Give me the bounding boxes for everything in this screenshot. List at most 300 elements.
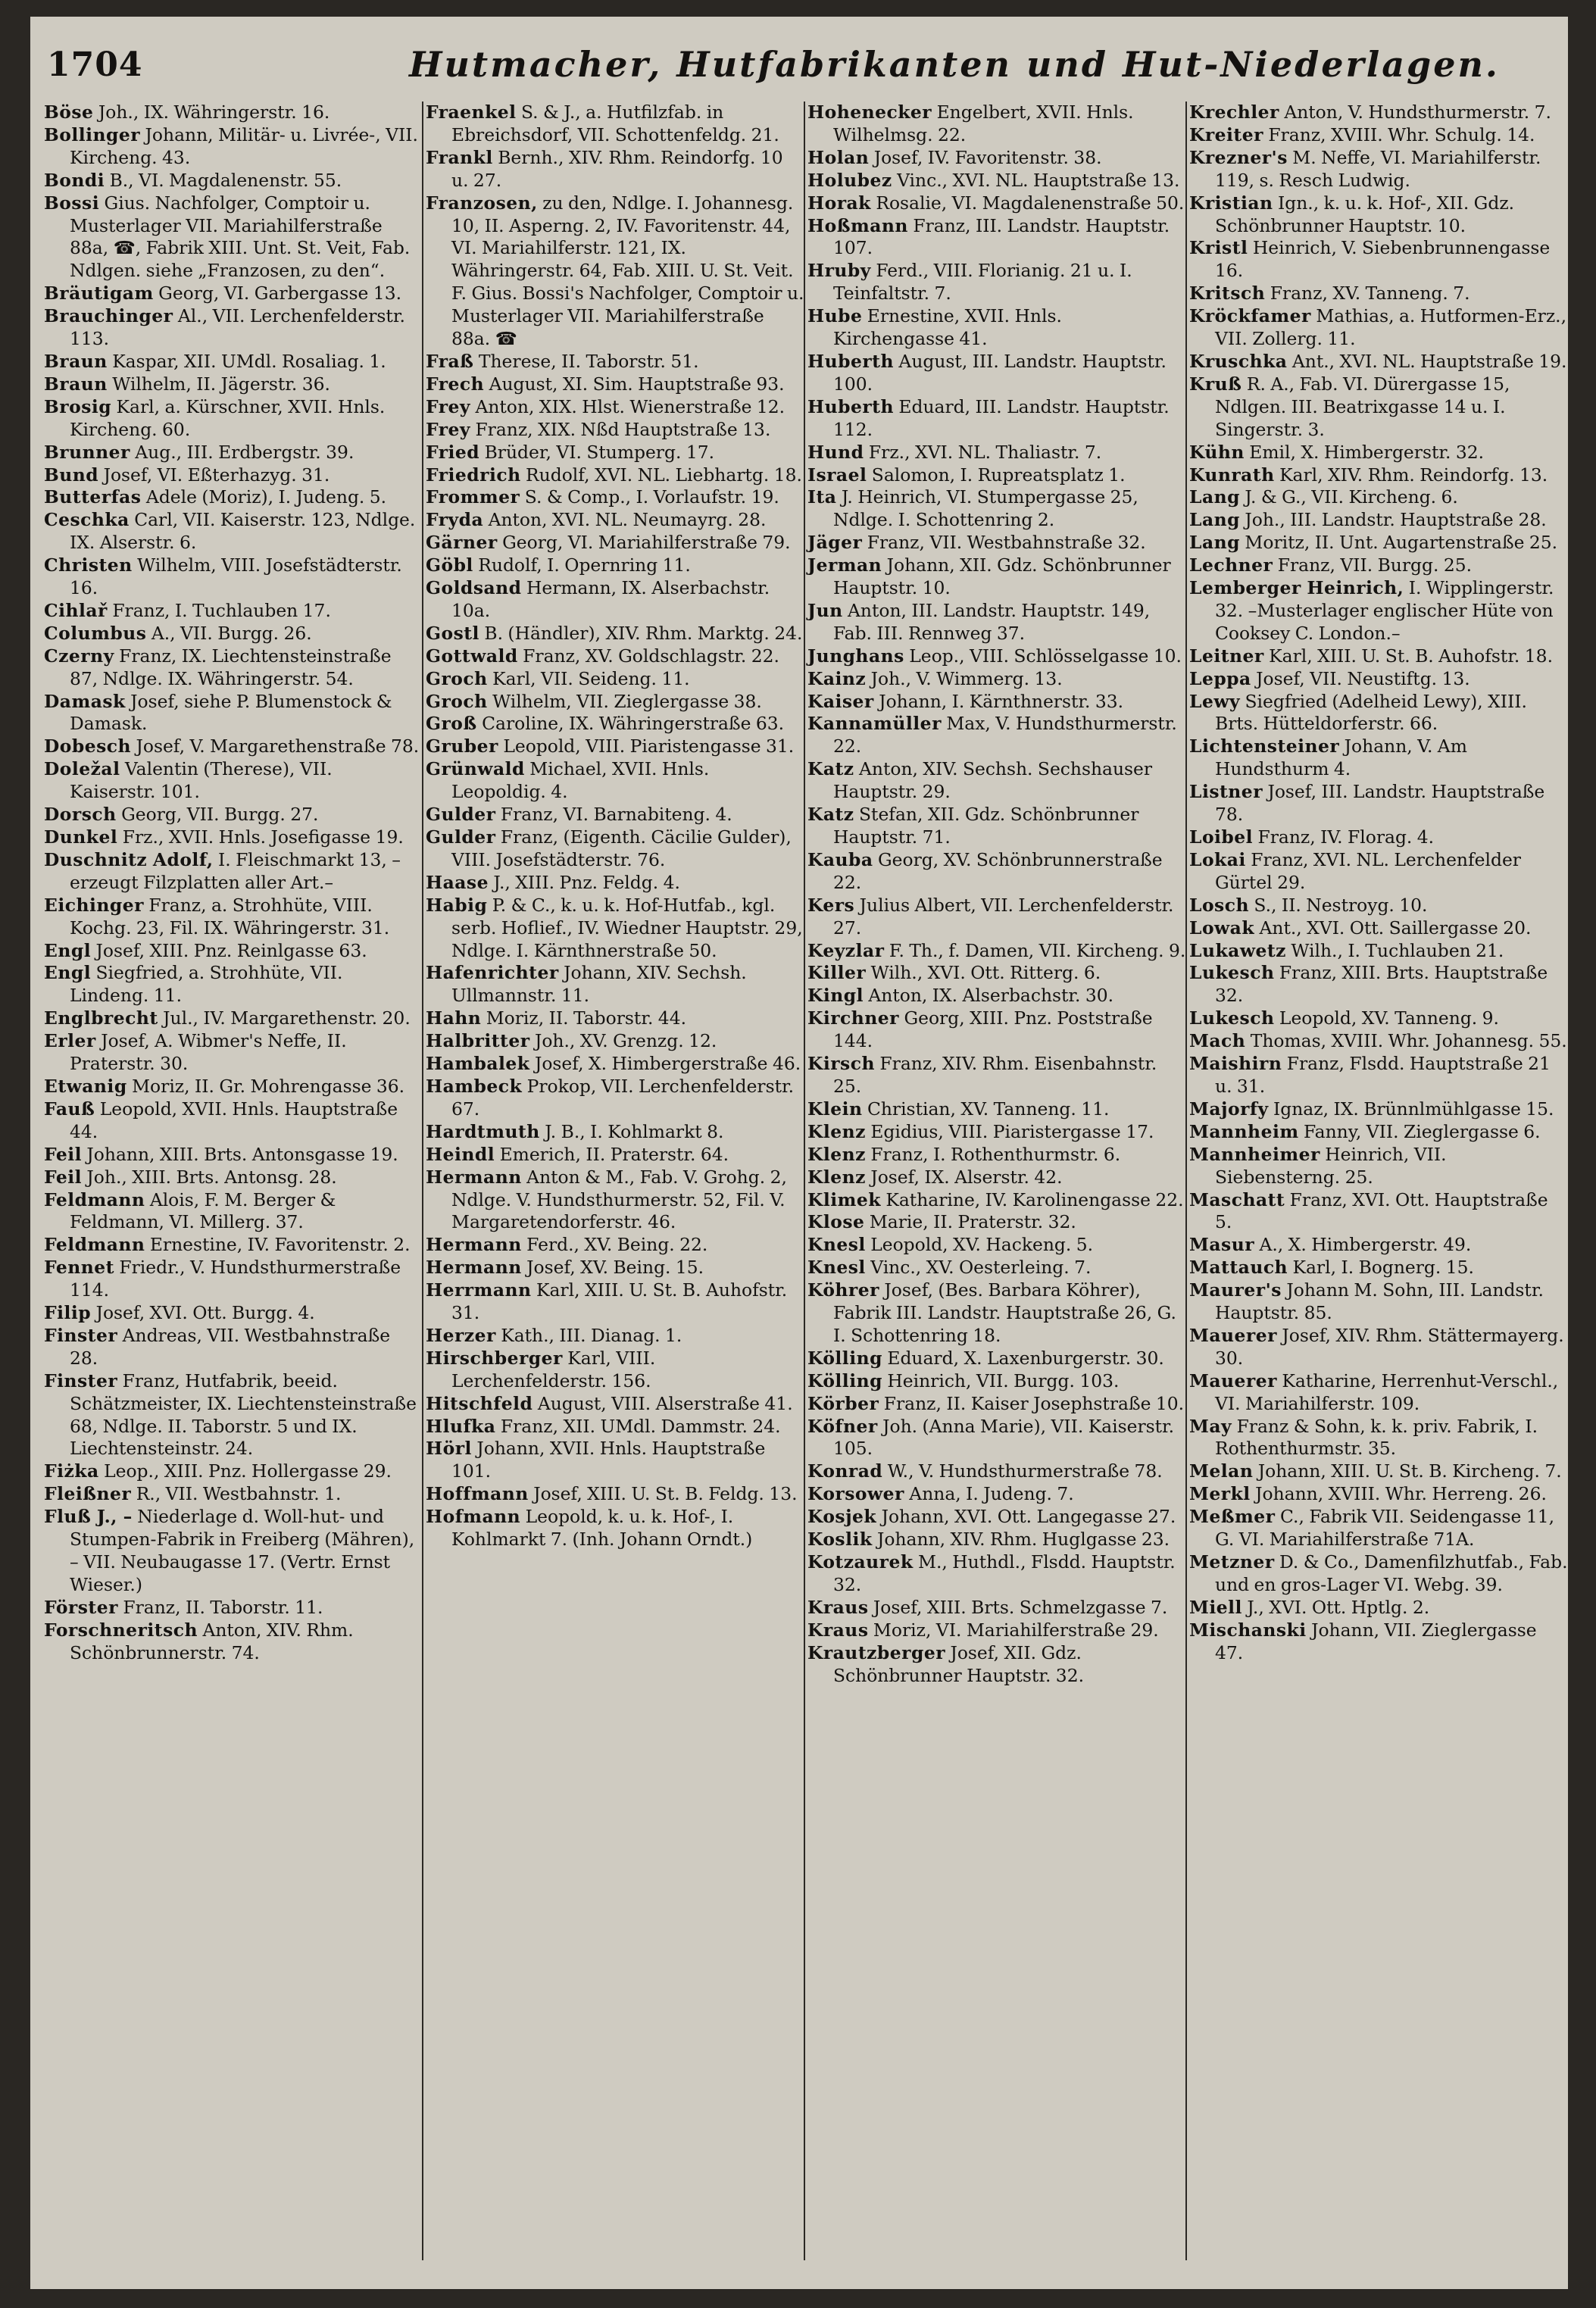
directory-entry bbox=[807, 1370, 1186, 1393]
entry-name: Jerman bbox=[807, 554, 882, 576]
entry-name: Herrmann bbox=[426, 1279, 532, 1301]
directory-entry bbox=[1189, 577, 1568, 645]
entry-details: Anton, XVI. NL. Neumayrg. 28. bbox=[488, 509, 767, 531]
entry-details: Franz, Hutfabrik, beeid. Schätzmeister, IX. Liechtensteinstraße 68, Ndlge. II. Taborstr. 5 und IX. Liechtensteinstr. 24. bbox=[70, 1369, 417, 1460]
entry-name: Kauba bbox=[807, 848, 873, 870]
directory-entry bbox=[426, 895, 804, 963]
directory-entry bbox=[807, 758, 1186, 804]
entry-details: Moriz, II. Taborstr. 44. bbox=[486, 1007, 687, 1029]
directory-entry bbox=[1189, 1370, 1568, 1416]
entry-name: Melan bbox=[1189, 1460, 1254, 1482]
directory-entry bbox=[807, 102, 1186, 147]
entry-details: Ernestine, XVII. Hnls. Kirchengasse 41. bbox=[833, 305, 1062, 350]
entry-name: Hermann bbox=[426, 1234, 522, 1256]
entry-details: Joh., IX. Währingerstr. 16. bbox=[98, 102, 330, 123]
entry-name: Kunrath bbox=[1189, 464, 1275, 486]
entry-name: Hund bbox=[807, 441, 864, 463]
entry-details: Mathias, a. Hutformen-Erz., VII. Zollerg. 11. bbox=[1215, 305, 1567, 350]
entry-details: Franz, a. Strohhüte, VIII. Kochg. 23, Fil. IX. Währingerstr. 31. bbox=[70, 894, 390, 939]
directory-entry bbox=[1189, 351, 1568, 373]
entry-name: Kannamüller bbox=[807, 713, 942, 735]
entry-details: D. & Co., Damenfilzhutfab., Fab. und en gros-Lager VI. Webg. 39. bbox=[1215, 1551, 1568, 1595]
entry-details: Joh., XIII. Brts. Antonsg. 28. bbox=[86, 1166, 337, 1188]
entry-details: R. A., Fab. VI. Dürergasse 15, Ndlgen. III. Beatrixgasse 14 u. I. Singerstr. 3. bbox=[1215, 373, 1510, 440]
directory-entry bbox=[44, 1076, 423, 1098]
entry-name: Etwanig bbox=[44, 1075, 127, 1097]
directory-entry bbox=[426, 1076, 804, 1121]
directory-entry bbox=[1189, 1551, 1568, 1597]
entry-details: Franz, XII. UMdl. Dammstr. 24. bbox=[500, 1415, 781, 1437]
directory-entry bbox=[44, 1030, 423, 1076]
directory-entry bbox=[44, 464, 423, 487]
directory-entry bbox=[1189, 1460, 1568, 1483]
directory-entry bbox=[426, 962, 804, 1007]
entry-name: Lukawetz bbox=[1189, 939, 1286, 961]
entry-name: Kers bbox=[807, 894, 855, 916]
entry-details: Carl, VII. Kaiserstr. 123, Ndlge. IX. Alserstr. 6. bbox=[70, 509, 416, 554]
entry-name: Holan bbox=[807, 146, 870, 168]
entry-details: Karl, XIII. U. St. B. Auhofstr. 31. bbox=[451, 1279, 788, 1324]
entry-details: Engelbert, XVII. Hnls. Wilhelmsg. 22. bbox=[833, 102, 1134, 145]
directory-entry bbox=[44, 849, 423, 895]
directory-entry bbox=[1189, 668, 1568, 691]
entry-details: Johann, XIV. Rhm. Huglgasse 23. bbox=[877, 1529, 1170, 1551]
entry-name: Körber bbox=[807, 1392, 879, 1414]
entry-name: Jun bbox=[807, 599, 843, 621]
entry-name: Kristian bbox=[1189, 192, 1273, 214]
directory-entry bbox=[1189, 962, 1568, 1007]
entry-name: Frey bbox=[426, 395, 470, 417]
entry-name: Keyzlar bbox=[807, 939, 885, 961]
directory-entry bbox=[426, 532, 804, 554]
directory-entry bbox=[1189, 940, 1568, 963]
directory-entry bbox=[44, 283, 423, 305]
entry-name: Lowak bbox=[1189, 917, 1255, 939]
entry-details: Heinrich, VII. Burgg. 103. bbox=[887, 1369, 1120, 1391]
entry-name: Hardtmuth bbox=[426, 1120, 540, 1142]
entry-details: Moriz, II. Gr. Mohrengasse 36. bbox=[132, 1075, 405, 1097]
entry-name: Lokai bbox=[1189, 848, 1246, 870]
entry-name: Feil bbox=[44, 1166, 82, 1188]
entry-name: Korsower bbox=[807, 1483, 904, 1505]
directory-entry bbox=[44, 1370, 423, 1461]
entry-details: Johann, XVI. Ott. Langegasse 27. bbox=[881, 1506, 1176, 1528]
directory-entry bbox=[1189, 509, 1568, 532]
directory-entry bbox=[426, 735, 804, 758]
directory-entry bbox=[426, 1007, 804, 1030]
directory-entry bbox=[807, 1483, 1186, 1506]
entry-name: Ita bbox=[807, 486, 837, 508]
directory-entry bbox=[1189, 1483, 1568, 1506]
directory-entry bbox=[807, 713, 1186, 758]
directory-entry bbox=[426, 192, 804, 351]
entry-name: Majorfy bbox=[1189, 1098, 1269, 1120]
directory-entry bbox=[807, 1529, 1186, 1551]
entry-details: Johann, XIII. U. St. B. Kircheng. 7. bbox=[1257, 1460, 1562, 1482]
entry-details: Joh., III. Landstr. Hauptstraße 28. bbox=[1245, 509, 1547, 531]
entry-name: Lukesch bbox=[1189, 962, 1275, 984]
entry-name: Mischanski bbox=[1189, 1619, 1307, 1641]
entry-details: Franz, XV. Goldschlagstr. 22. bbox=[523, 645, 779, 667]
entry-name: Knesl bbox=[807, 1257, 866, 1279]
entry-name: Dorsch bbox=[44, 804, 117, 826]
entry-name: Huberth bbox=[807, 395, 894, 417]
entry-details: Rudolf, XVI. NL. Liebhartg. 18. bbox=[526, 464, 802, 486]
entry-details: Franz, XVI. NL. Lerchenfelder Gürtel 29. bbox=[1215, 848, 1521, 893]
entry-details: Ernestine, IV. Favoritenstr. 2. bbox=[149, 1234, 411, 1256]
directory-entry bbox=[1189, 1144, 1568, 1189]
entry-details: Franz, I. Tuchlauben 17. bbox=[112, 599, 331, 621]
directory-entry bbox=[1189, 1506, 1568, 1551]
entry-details: Marie, II. Praterstr. 32. bbox=[869, 1211, 1076, 1233]
entry-details: S. & Comp., I. Vorlaufstr. 19. bbox=[524, 486, 779, 508]
entry-details: C., Fabrik VII. Seidengasse 11, G. VI. Mariahilferstraße 71A. bbox=[1215, 1506, 1555, 1551]
entry-details: Egidius, VIII. Piaristergasse 17. bbox=[870, 1120, 1154, 1142]
entry-name: Goldsand bbox=[426, 577, 522, 599]
entry-details: Franz, II. Taborstr. 11. bbox=[123, 1596, 323, 1618]
entry-details: J. B., I. Kohlmarkt 8. bbox=[545, 1120, 724, 1142]
entry-name: Kraus bbox=[807, 1619, 869, 1641]
directory-entry bbox=[1189, 1007, 1568, 1030]
entry-name: Jäger bbox=[807, 532, 863, 554]
entry-name: Maurer's bbox=[1189, 1279, 1282, 1301]
entry-name: Franzosen, bbox=[426, 192, 538, 214]
entry-name: Feldmann bbox=[44, 1234, 145, 1256]
entry-details: Jul., IV. Margarethenstr. 20. bbox=[163, 1007, 411, 1029]
directory-entry bbox=[44, 1597, 423, 1619]
entry-details: Ign., k. u. k. Hof-, XII. Gdz. Schönbrunner Hauptstr. 10. bbox=[1215, 192, 1515, 236]
entry-name: Kristl bbox=[1189, 237, 1248, 259]
directory-entry bbox=[426, 1416, 804, 1438]
directory-entry bbox=[1189, 1053, 1568, 1098]
entry-details: Georg, VI. Mariahilferstraße 79. bbox=[502, 532, 791, 554]
directory-entry bbox=[44, 170, 423, 192]
directory-entry bbox=[426, 691, 804, 714]
entry-name: Grünwald bbox=[426, 758, 525, 780]
directory-entry bbox=[1189, 691, 1568, 736]
entry-name: Fryda bbox=[426, 509, 484, 531]
entry-name: Krautzberger bbox=[807, 1641, 946, 1663]
directory-entry bbox=[1189, 1189, 1568, 1235]
column-4 bbox=[1189, 102, 1568, 1665]
entry-details: Franz & Sohn, k. k. priv. Fabrik, I. Rothenthurmstr. 35. bbox=[1215, 1415, 1538, 1460]
entry-name: Braun bbox=[44, 373, 108, 395]
entry-details: Salomon, I. Rupreatsplatz 1. bbox=[871, 464, 1126, 486]
directory-entry bbox=[426, 1348, 804, 1393]
entry-details: Franz, VII. Burgg. 25. bbox=[1277, 554, 1473, 576]
entry-details: Johann, XIII. Brts. Antonsgasse 19. bbox=[86, 1143, 398, 1165]
entry-name: Brunner bbox=[44, 441, 130, 463]
entry-name: Loibel bbox=[1189, 826, 1254, 848]
entry-details: Johann, XVIII. Whr. Herreng. 26. bbox=[1255, 1483, 1547, 1505]
directory-entry bbox=[426, 668, 804, 691]
directory-entry bbox=[44, 192, 423, 283]
entry-details: Josef, XV. Being. 15. bbox=[526, 1257, 704, 1279]
entry-name: Gulder bbox=[426, 826, 496, 848]
directory-entry bbox=[1189, 1121, 1568, 1144]
directory-entry bbox=[1189, 826, 1568, 849]
entry-name: Dobesch bbox=[44, 735, 132, 757]
directory-entry bbox=[44, 1189, 423, 1235]
page-number: 1704 bbox=[47, 45, 143, 84]
entry-name: Horak bbox=[807, 192, 871, 214]
entry-name: Kreiter bbox=[1189, 123, 1263, 145]
entry-name: Fraß bbox=[426, 350, 474, 372]
entry-details: Franz, XVI. Ott. Hauptstraße 5. bbox=[1215, 1188, 1548, 1233]
entry-details: Stefan, XII. Gdz. Schönbrunner Hauptstr. 71. bbox=[833, 804, 1139, 848]
column-1 bbox=[44, 102, 423, 1665]
entry-name: Groch bbox=[426, 690, 488, 712]
entry-details: Josef, A. Wibmer's Neffe, II. Praterstr. 30. bbox=[70, 1030, 347, 1075]
directory-entry bbox=[426, 1257, 804, 1279]
entry-details: B., VI. Magdalenenstr. 55. bbox=[109, 169, 342, 191]
entry-details: Valentin (Therese), VII. Kaiserstr. 101. bbox=[70, 758, 333, 803]
entry-details: Johann, V. Am Hundsthurm 4. bbox=[1215, 735, 1467, 780]
entry-name: Kotzaurek bbox=[807, 1551, 914, 1573]
entry-name: Butterfas bbox=[44, 486, 142, 508]
entry-details: Josef, V. Margarethenstraße 78. bbox=[136, 735, 420, 757]
entry-details: Johann, XIV. Sechsh. Ullmannstr. 11. bbox=[451, 962, 747, 1007]
entry-details: W., V. Hundsthurmerstraße 78. bbox=[887, 1460, 1163, 1482]
entry-name: Köfner bbox=[807, 1415, 878, 1437]
directory-entry bbox=[426, 147, 804, 192]
entry-name: Junghans bbox=[807, 645, 904, 667]
entry-name: Kühn bbox=[1189, 441, 1245, 463]
entry-name: Katz bbox=[807, 758, 854, 780]
directory-entry bbox=[807, 147, 1186, 170]
entry-details: Karl, I. Bognerg. 15. bbox=[1292, 1257, 1474, 1279]
directory-entry bbox=[1189, 895, 1568, 917]
directory-entry bbox=[807, 554, 1186, 600]
entry-name: Eichinger bbox=[44, 894, 144, 916]
entry-name: Koslik bbox=[807, 1529, 873, 1551]
entry-name: Hambeck bbox=[426, 1075, 523, 1097]
directory-entry bbox=[807, 215, 1186, 261]
directory-entry bbox=[44, 600, 423, 623]
entry-name: Finster bbox=[44, 1369, 118, 1391]
entry-name: Lemberger Heinrich, bbox=[1189, 577, 1404, 599]
directory-entry bbox=[426, 1325, 804, 1348]
entry-details: Prokop, VII. Lerchenfelderstr. 67. bbox=[451, 1075, 795, 1120]
entry-details: R., VII. Westbahnstr. 1. bbox=[136, 1483, 342, 1505]
directory-entry bbox=[44, 826, 423, 849]
entry-name: Hafenrichter bbox=[426, 962, 559, 984]
directory-entry bbox=[44, 1257, 423, 1302]
entry-details: Karl, VII. Seideng. 11. bbox=[492, 667, 690, 689]
directory-entry bbox=[807, 962, 1186, 985]
entry-details: Heinrich, VII. Siebensterng. 25. bbox=[1215, 1143, 1447, 1188]
running-title: Hutmacher, Hutfabrikanten und Hut-Niederlagen. bbox=[409, 44, 1500, 85]
entry-name: Hambalek bbox=[426, 1053, 530, 1075]
entry-name: Filip bbox=[44, 1302, 92, 1324]
entry-name: Klose bbox=[807, 1211, 865, 1233]
directory-entry bbox=[44, 486, 423, 509]
directory-entry bbox=[807, 305, 1186, 351]
directory-entry bbox=[807, 464, 1186, 487]
entry-details: Johann, Militär- u. Livrée-, VII. Kircheng. 43. bbox=[70, 123, 418, 168]
entry-details: Franz, XIV. Rhm. Eisenbahnstr. 25. bbox=[833, 1053, 1157, 1097]
directory-entry bbox=[807, 1257, 1186, 1279]
entry-name: Frey bbox=[426, 418, 470, 440]
page-header bbox=[30, 17, 1568, 92]
entry-name: Fennet bbox=[44, 1257, 114, 1279]
entry-details: Johann, XII. Gdz. Schönbrunner Hauptstr. 10. bbox=[833, 554, 1171, 599]
entry-name: Bräutigam bbox=[44, 283, 154, 305]
directory-entry bbox=[426, 1053, 804, 1076]
directory-entry bbox=[1189, 283, 1568, 305]
directory-entry bbox=[426, 758, 804, 804]
entry-details: August, XI. Sim. Hauptstraße 93. bbox=[489, 373, 785, 395]
entry-name: Fluß J., – bbox=[44, 1506, 133, 1528]
directory-entry bbox=[426, 1144, 804, 1166]
entry-name: Haase bbox=[426, 871, 489, 893]
directory-entry bbox=[807, 691, 1186, 714]
entry-details: Wilhelm, II. Jägerstr. 36. bbox=[112, 373, 330, 395]
directory-entry bbox=[807, 985, 1186, 1007]
entry-details: Adele (Moriz), I. Judeng. 5. bbox=[145, 486, 387, 508]
entry-details: Eduard, III. Landstr. Hauptstr. 112. bbox=[833, 395, 1170, 440]
entry-name: Klenz bbox=[807, 1143, 866, 1165]
directory-entry bbox=[807, 1619, 1186, 1642]
directory-entry bbox=[1189, 442, 1568, 464]
directory-entry bbox=[1189, 237, 1568, 283]
directory-entry bbox=[426, 826, 804, 872]
entry-details: Hermann, IX. Alserbachstr. 10a. bbox=[451, 577, 770, 621]
entry-name: Hahn bbox=[426, 1007, 482, 1029]
directory-entry bbox=[1189, 373, 1568, 442]
entry-name: Hermann bbox=[426, 1166, 522, 1188]
entry-details: Franz, III. Landstr. Hauptstr. 107. bbox=[833, 214, 1170, 259]
entry-details: Georg, VI. Garbergasse 13. bbox=[158, 283, 402, 305]
entry-name: Forschneritsch bbox=[44, 1619, 198, 1641]
directory-entry bbox=[1189, 645, 1568, 668]
entry-details: Josef, III. Landstr. Hauptstraße 78. bbox=[1215, 781, 1545, 826]
entry-name: Braun bbox=[44, 350, 108, 372]
entry-details: Karl, XIV. Rhm. Reindorfg. 13. bbox=[1279, 464, 1548, 486]
entry-details: J., XIII. Pnz. Feldg. 4. bbox=[493, 871, 680, 893]
entry-details: Franz, (Eigenth. Cäcilie Gulder), VIII. Josefstädterstr. 76. bbox=[451, 826, 792, 870]
directory-entry bbox=[807, 1597, 1186, 1619]
entry-details: Josef, IV. Favoritenstr. 38. bbox=[873, 146, 1102, 168]
entry-details: Josef, XIII. U. St. B. Feldg. 13. bbox=[533, 1483, 798, 1505]
entry-name: Konrad bbox=[807, 1460, 883, 1482]
directory-entry bbox=[807, 1642, 1186, 1688]
entry-details: Josef, VII. Neustiftg. 13. bbox=[1256, 667, 1470, 689]
entry-name: Miell bbox=[1189, 1596, 1242, 1618]
entry-name: Halbritter bbox=[426, 1030, 530, 1052]
entry-details: Franz, IX. Liechtensteinstraße 87, Ndlge. IX. Währingerstr. 54. bbox=[70, 645, 392, 689]
entry-details: Christian, XV. Tanneng. 11. bbox=[867, 1098, 1110, 1120]
entry-details: Wilhelm, VII. Zieglergasse 38. bbox=[492, 690, 762, 712]
entry-details: Al., VII. Lerchenfelderstr. 113. bbox=[70, 305, 405, 350]
entry-details: Michael, XVII. Hnls. Leopoldig. 4. bbox=[451, 758, 710, 803]
entry-details: Moritz, II. Unt. Augartenstraße 25. bbox=[1245, 532, 1558, 554]
directory-entry bbox=[44, 895, 423, 940]
entry-name: Leppa bbox=[1189, 667, 1251, 689]
directory-entry bbox=[1189, 554, 1568, 577]
entry-name: Gärner bbox=[426, 532, 498, 554]
entry-name: Lewy bbox=[1189, 690, 1241, 712]
entry-name: Bollinger bbox=[44, 123, 141, 145]
entry-details: M., Huthdl., Flsdd. Hauptstr. 32. bbox=[833, 1551, 1176, 1595]
entry-details: Josef, XII. Gdz. Schönbrunner Hauptstr. 32. bbox=[833, 1641, 1085, 1686]
directory-entry bbox=[426, 1438, 804, 1483]
entry-details: J. & G., VII. Kircheng. 6. bbox=[1245, 486, 1458, 508]
directory-entry bbox=[426, 872, 804, 895]
entry-name: Knesl bbox=[807, 1234, 866, 1256]
entry-name: Merkl bbox=[1189, 1483, 1251, 1505]
entry-details: Franz, XVIII. Whr. Schulg. 14. bbox=[1268, 123, 1535, 145]
entry-details: I. Fleischmarkt 13, –erzeugt Filzplatten aller Art.– bbox=[70, 848, 401, 893]
entry-details: Franz, VII. Westbahnstraße 32. bbox=[867, 532, 1146, 554]
directory-entry bbox=[44, 940, 423, 963]
entry-name: Finster bbox=[44, 1324, 118, 1346]
directory-entry bbox=[44, 645, 423, 691]
entry-details: Karl, a. Kürschner, XVII. Hnls. Kircheng. 60. bbox=[70, 395, 386, 440]
entry-details: Siegfried, a. Strohhüte, VII. Lindeng. 11. bbox=[70, 962, 343, 1007]
entry-details: Ferd., VIII. Florianig. 21 u. I. Teinfaltstr. 7. bbox=[833, 260, 1132, 305]
directory-entry bbox=[426, 1166, 804, 1235]
directory-entry bbox=[1189, 849, 1568, 895]
entry-name: Dunkel bbox=[44, 826, 118, 848]
directory-entry bbox=[426, 1393, 804, 1416]
directory-entry bbox=[807, 192, 1186, 215]
entry-name: Klenz bbox=[807, 1120, 866, 1142]
entry-details: Wilhelm, VIII. Josefstädterstr. 16. bbox=[70, 554, 402, 599]
entry-name: Hermann bbox=[426, 1257, 522, 1279]
entry-details: Georg, XV. Schönbrunnerstraße 22. bbox=[833, 848, 1163, 893]
entry-name: Israel bbox=[807, 464, 867, 486]
directory-entry bbox=[807, 1098, 1186, 1121]
entry-name: Kaiser bbox=[807, 690, 874, 712]
directory-entry bbox=[1189, 305, 1568, 351]
entry-details: Josef, siehe P. Blumenstock & Damask. bbox=[70, 690, 392, 735]
entry-details: Ant., XVI. Ott. Saillergasse 20. bbox=[1259, 917, 1532, 939]
entry-details: Josef, XIII. Brts. Schmelzgasse 7. bbox=[873, 1596, 1168, 1618]
directory-entry bbox=[44, 1619, 423, 1665]
directory-entry bbox=[1189, 1098, 1568, 1121]
entry-name: Kirchner bbox=[807, 1007, 899, 1029]
entry-name: Fraenkel bbox=[426, 102, 517, 123]
entry-name: Lang bbox=[1189, 532, 1240, 554]
directory-entry bbox=[807, 600, 1186, 645]
directory-entry bbox=[426, 1121, 804, 1144]
entry-details: Franz, XIII. Brts. Hauptstraße 32. bbox=[1215, 962, 1548, 1007]
entry-name: Krechler bbox=[1189, 102, 1279, 123]
entry-name: Duschnitz Adolf, bbox=[44, 848, 214, 870]
directory-entry bbox=[807, 532, 1186, 554]
entry-details: Caroline, IX. Währingerstraße 63. bbox=[482, 713, 785, 735]
directory-entry bbox=[807, 1121, 1186, 1144]
entry-name: Losch bbox=[1189, 894, 1249, 916]
directory-entry bbox=[1189, 532, 1568, 554]
directory-entry bbox=[1189, 147, 1568, 192]
entry-name: Klenz bbox=[807, 1166, 866, 1188]
entry-details: Franz, II. Kaiser Josephstraße 10. bbox=[883, 1392, 1185, 1414]
directory-entry bbox=[807, 645, 1186, 668]
directory-entry bbox=[807, 1189, 1186, 1212]
entry-details: Josef, XIII. Pnz. Reinlgasse 63. bbox=[95, 939, 367, 961]
entry-name: Kröckfamer bbox=[1189, 305, 1311, 327]
entry-name: Herzer bbox=[426, 1324, 496, 1346]
entry-name: Hirschberger bbox=[426, 1347, 563, 1369]
entry-details: Moriz, VI. Mariahilferstraße 29. bbox=[873, 1619, 1159, 1641]
directory-entry bbox=[1189, 1234, 1568, 1257]
directory-entry bbox=[1189, 486, 1568, 509]
entry-name: Hohenecker bbox=[807, 102, 932, 123]
directory-entry bbox=[44, 124, 423, 170]
directory-entry bbox=[44, 1098, 423, 1144]
